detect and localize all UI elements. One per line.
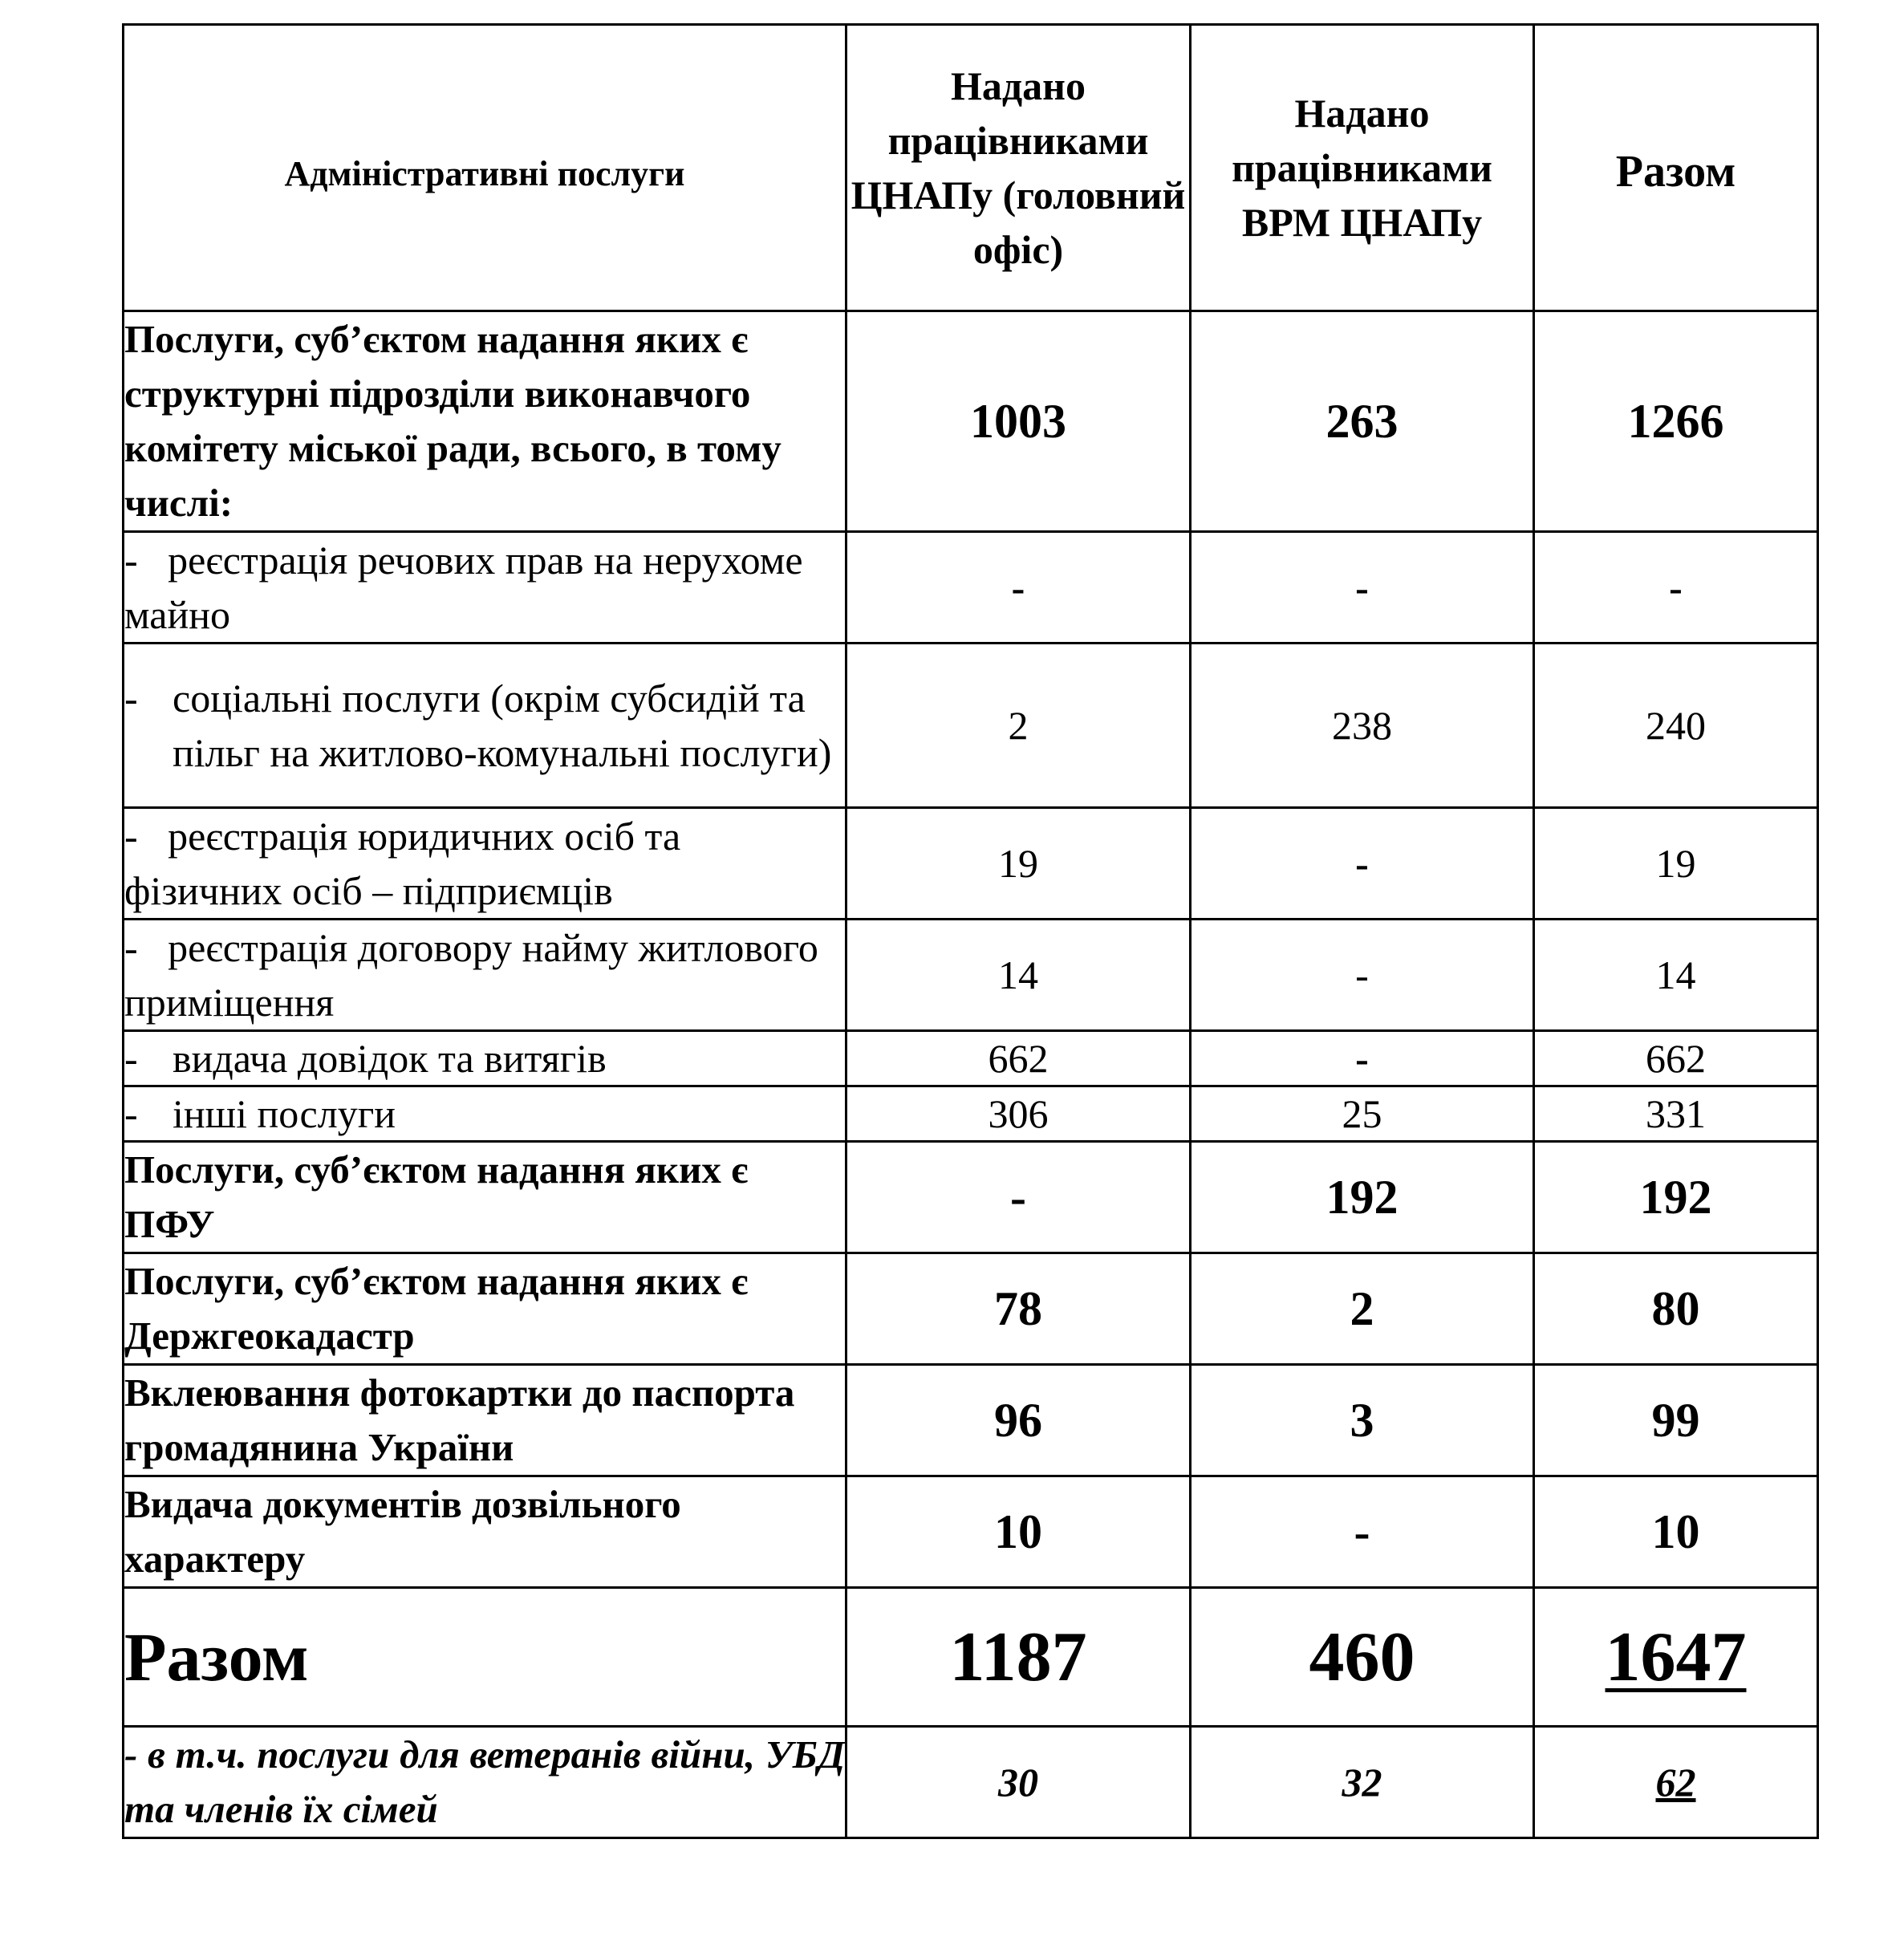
cell-vrm: 32 bbox=[1191, 1727, 1534, 1838]
cell-main: 14 bbox=[846, 920, 1191, 1031]
cell-total: 192 bbox=[1534, 1142, 1818, 1253]
row-label-cell bbox=[124, 1086, 846, 1142]
cell-main: 662 bbox=[846, 1031, 1191, 1086]
row-label: реєстрація договору найму житлового приміщення bbox=[124, 925, 818, 1025]
cell-total: 80 bbox=[1534, 1253, 1818, 1365]
cell-main: 30 bbox=[846, 1727, 1191, 1838]
row-label-cell bbox=[124, 644, 846, 808]
cell-total bbox=[1534, 1727, 1818, 1838]
cell-total: 99 bbox=[1534, 1365, 1818, 1476]
cell-vrm: - bbox=[1191, 1031, 1534, 1086]
table-row bbox=[124, 1031, 1818, 1086]
cell-main: 306 bbox=[846, 1086, 1191, 1142]
table-row bbox=[124, 1365, 1818, 1476]
header-row bbox=[124, 25, 1818, 311]
cell-main: 1003 bbox=[846, 311, 1191, 532]
grand-total-value: 1647 bbox=[1605, 1618, 1747, 1696]
row-label-cell bbox=[124, 808, 846, 920]
row-label: інші послуги bbox=[173, 1091, 396, 1136]
cell-vrm: 263 bbox=[1191, 311, 1534, 532]
row-dash: - bbox=[124, 676, 138, 721]
cell-vrm: 3 bbox=[1191, 1365, 1534, 1476]
cell-main: - bbox=[846, 1142, 1191, 1253]
table-row bbox=[124, 1086, 1818, 1142]
row-label-cell bbox=[124, 1031, 846, 1086]
table-row bbox=[124, 1476, 1818, 1588]
table-row bbox=[124, 1253, 1818, 1365]
cell-vrm: - bbox=[1191, 532, 1534, 644]
cell-total: 240 bbox=[1534, 644, 1818, 808]
row-dash: - bbox=[124, 1091, 138, 1136]
total-row bbox=[124, 1588, 1818, 1727]
table-row bbox=[124, 920, 1818, 1031]
veterans-row bbox=[124, 1727, 1818, 1838]
cell-vrm: 460 bbox=[1191, 1588, 1534, 1727]
cell-total: 14 bbox=[1534, 920, 1818, 1031]
header-services: Адміністративні послуги bbox=[124, 25, 846, 311]
cell-main: 2 bbox=[846, 644, 1191, 808]
row-label: Послуги, суб’єктом надання яких є ПФУ bbox=[124, 1142, 846, 1253]
table-row bbox=[124, 644, 1818, 808]
cell-main: 1187 bbox=[846, 1588, 1191, 1727]
cell-vrm: - bbox=[1191, 808, 1534, 920]
cell-vrm: 25 bbox=[1191, 1086, 1534, 1142]
cell-main: 96 bbox=[846, 1365, 1191, 1476]
cell-main: 78 bbox=[846, 1253, 1191, 1365]
row-label-cell bbox=[124, 532, 846, 644]
row-label: видача довідок та витягів bbox=[173, 1036, 607, 1081]
row-dash: - bbox=[124, 1036, 138, 1081]
row-label: соціальні послуги (окрім субсидій та пільг на житлово-комунальні послуги) bbox=[173, 676, 832, 775]
cell-total: 331 bbox=[1534, 1086, 1818, 1142]
row-dash: - bbox=[124, 814, 138, 859]
row-label: Разом bbox=[124, 1588, 846, 1727]
cell-total: 662 bbox=[1534, 1031, 1818, 1086]
header-total: Разом bbox=[1534, 25, 1818, 311]
header-main-office: Надано працівниками ЦНАПу (головний офіс) bbox=[846, 25, 1191, 311]
veterans-total-value: 62 bbox=[1655, 1760, 1696, 1805]
header-vrm: Надано працівниками ВРМ ЦНАПу bbox=[1191, 25, 1534, 311]
table-row bbox=[124, 1142, 1818, 1253]
cell-total: 10 bbox=[1534, 1476, 1818, 1588]
cell-vrm: 238 bbox=[1191, 644, 1534, 808]
cell-vrm: 2 bbox=[1191, 1253, 1534, 1365]
cell-main: 19 bbox=[846, 808, 1191, 920]
services-table bbox=[122, 23, 1819, 1839]
row-label: реєстрація юридичних осіб та фізичних осіб – підприємців bbox=[124, 814, 681, 913]
row-label: Вклеювання фотокартки до паспорта громадянина України bbox=[124, 1365, 846, 1476]
row-label: Послуги, суб’єктом надання яких є структурні підрозділи виконавчого комітету міської ради, всього, в тому числі: bbox=[124, 311, 846, 532]
cell-main: 10 bbox=[846, 1476, 1191, 1588]
table-row bbox=[124, 808, 1818, 920]
row-label: Послуги, суб’єктом надання яких є Держгеокадастр bbox=[124, 1253, 846, 1365]
cell-total: 1266 bbox=[1534, 311, 1818, 532]
row-dash: - bbox=[124, 538, 138, 583]
cell-total bbox=[1534, 1588, 1818, 1727]
cell-total: 19 bbox=[1534, 808, 1818, 920]
table-row bbox=[124, 311, 1818, 532]
cell-vrm: 192 bbox=[1191, 1142, 1534, 1253]
table-row bbox=[124, 532, 1818, 644]
row-label-cell bbox=[124, 920, 846, 1031]
row-label: Видача документів дозвільного характеру bbox=[124, 1476, 846, 1588]
row-label: реєстрація речових прав на нерухоме майно bbox=[124, 538, 803, 637]
cell-vrm: - bbox=[1191, 1476, 1534, 1588]
cell-main: - bbox=[846, 532, 1191, 644]
row-dash: - bbox=[124, 925, 138, 970]
cell-total: - bbox=[1534, 532, 1818, 644]
row-label: - в т.ч. послуги для ветеранів війни, УБД та членів їх сімей bbox=[124, 1727, 846, 1838]
cell-vrm: - bbox=[1191, 920, 1534, 1031]
